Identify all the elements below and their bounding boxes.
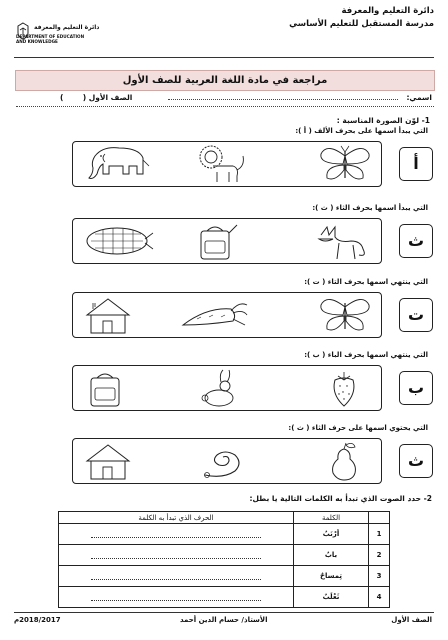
footer-grade: الصف الأول — [391, 616, 432, 624]
answer-line[interactable] — [91, 592, 261, 601]
table-row — [59, 524, 390, 545]
q2-table — [58, 511, 390, 608]
q1-row1-pictures — [72, 141, 382, 187]
carrot-picture[interactable] — [177, 295, 249, 335]
answer-line[interactable] — [91, 550, 261, 559]
house-picture[interactable] — [83, 295, 133, 335]
q1-row5-pictures — [72, 438, 382, 484]
table-header-row — [59, 512, 390, 524]
butterfly-picture-2[interactable] — [317, 295, 373, 335]
strawberry-picture[interactable] — [329, 368, 359, 408]
row-word: بابٌ — [294, 545, 369, 566]
header-word: الكلمة — [294, 512, 369, 524]
row-word: تِمساحٌ — [294, 566, 369, 587]
schoolbag-picture-2[interactable] — [85, 368, 131, 408]
row-number: 4 — [369, 587, 390, 608]
q1-row4-letter: ب — [399, 371, 433, 405]
house-picture-2[interactable] — [83, 441, 133, 481]
q1-row3-pictures — [72, 292, 382, 338]
header-letter: الحرف الذي تبدأ به الكلمة — [59, 512, 294, 524]
row-number: 1 — [369, 524, 390, 545]
q1-row5-letter: ث — [399, 444, 433, 478]
q1-row2-label: التي يبدأ اسمها بحرف الثاء ( ث ): — [312, 204, 428, 212]
student-divider — [16, 106, 434, 107]
header-divider — [14, 57, 434, 58]
footer-year: 2018/2017م — [14, 616, 61, 624]
butterfly-picture[interactable] — [317, 144, 373, 184]
row-word: أرْنَبٌ — [294, 524, 369, 545]
row-number: 3 — [369, 566, 390, 587]
snake-picture[interactable] — [199, 441, 245, 481]
q1-row1-label: التي يبدأ اسمها على بحرف الألف ( أ ): — [295, 127, 428, 135]
q1-row2-pictures — [72, 218, 382, 264]
rabbit-picture[interactable] — [197, 368, 247, 408]
class-label-text: الصف الأول ( — [82, 93, 133, 102]
logo-english-line1: DEPARTMENT OF EDUCATION — [16, 34, 85, 39]
class-label-close: ) — [60, 93, 64, 102]
elephant-picture[interactable] — [81, 144, 157, 184]
answer-cell[interactable] — [59, 566, 294, 587]
worksheet-title: مراجعة في مادة اللغة العربية للصف الأول — [15, 70, 435, 91]
q1-row4-label: التي ينتهي اسمها بحرف الباء ( ب ): — [304, 351, 428, 359]
table-row — [59, 566, 390, 587]
fox-picture[interactable] — [313, 221, 369, 261]
footer-divider — [14, 612, 434, 613]
class-label — [60, 93, 132, 102]
q1-row4-pictures — [72, 365, 382, 411]
logo-arabic: دائرة التعليم والمعرفة — [34, 24, 100, 31]
answer-line[interactable] — [91, 529, 261, 538]
q1-row5-label: التي يحتوي اسمها على حرف الثاء ( ث ): — [288, 424, 428, 432]
school-name: مدرسة المستقبل للتعليم الأساسي — [289, 19, 434, 29]
footer-teacher: الأستاذ/ حسام الدين أحمد — [180, 616, 268, 624]
header-number — [369, 512, 390, 524]
department-name: دائرة التعليم والمعرفة — [341, 6, 434, 16]
name-label: اسمي: — [406, 93, 432, 102]
q1-row2-letter: ث — [399, 224, 433, 258]
answer-cell[interactable] — [59, 524, 294, 545]
q1-row1-letter: أ — [399, 147, 433, 181]
answer-cell[interactable] — [59, 587, 294, 608]
q2-heading: 2- حدد الصوت الذي تبدأ به الكلمات التالية يا بطل: — [249, 494, 432, 503]
table-row — [59, 587, 390, 608]
q1-heading: 1- لوّن الصورة المناسبة : — [336, 116, 430, 125]
row-word: ثَعْلَبٌ — [294, 587, 369, 608]
schoolbag-picture[interactable] — [195, 221, 241, 261]
name-line[interactable] — [168, 99, 398, 100]
corn-picture[interactable] — [83, 221, 155, 261]
logo-english-line2: AND KNOWLEDGE — [16, 39, 58, 44]
lion-picture[interactable] — [191, 144, 247, 184]
q1-row3-label: التي ينتهي اسمها بحرف التاء ( ت ): — [304, 278, 428, 286]
pear-picture[interactable] — [327, 441, 361, 481]
answer-cell[interactable] — [59, 545, 294, 566]
q1-row3-letter: ت — [399, 298, 433, 332]
answer-line[interactable] — [91, 571, 261, 580]
table-row — [59, 545, 390, 566]
row-number: 2 — [369, 545, 390, 566]
